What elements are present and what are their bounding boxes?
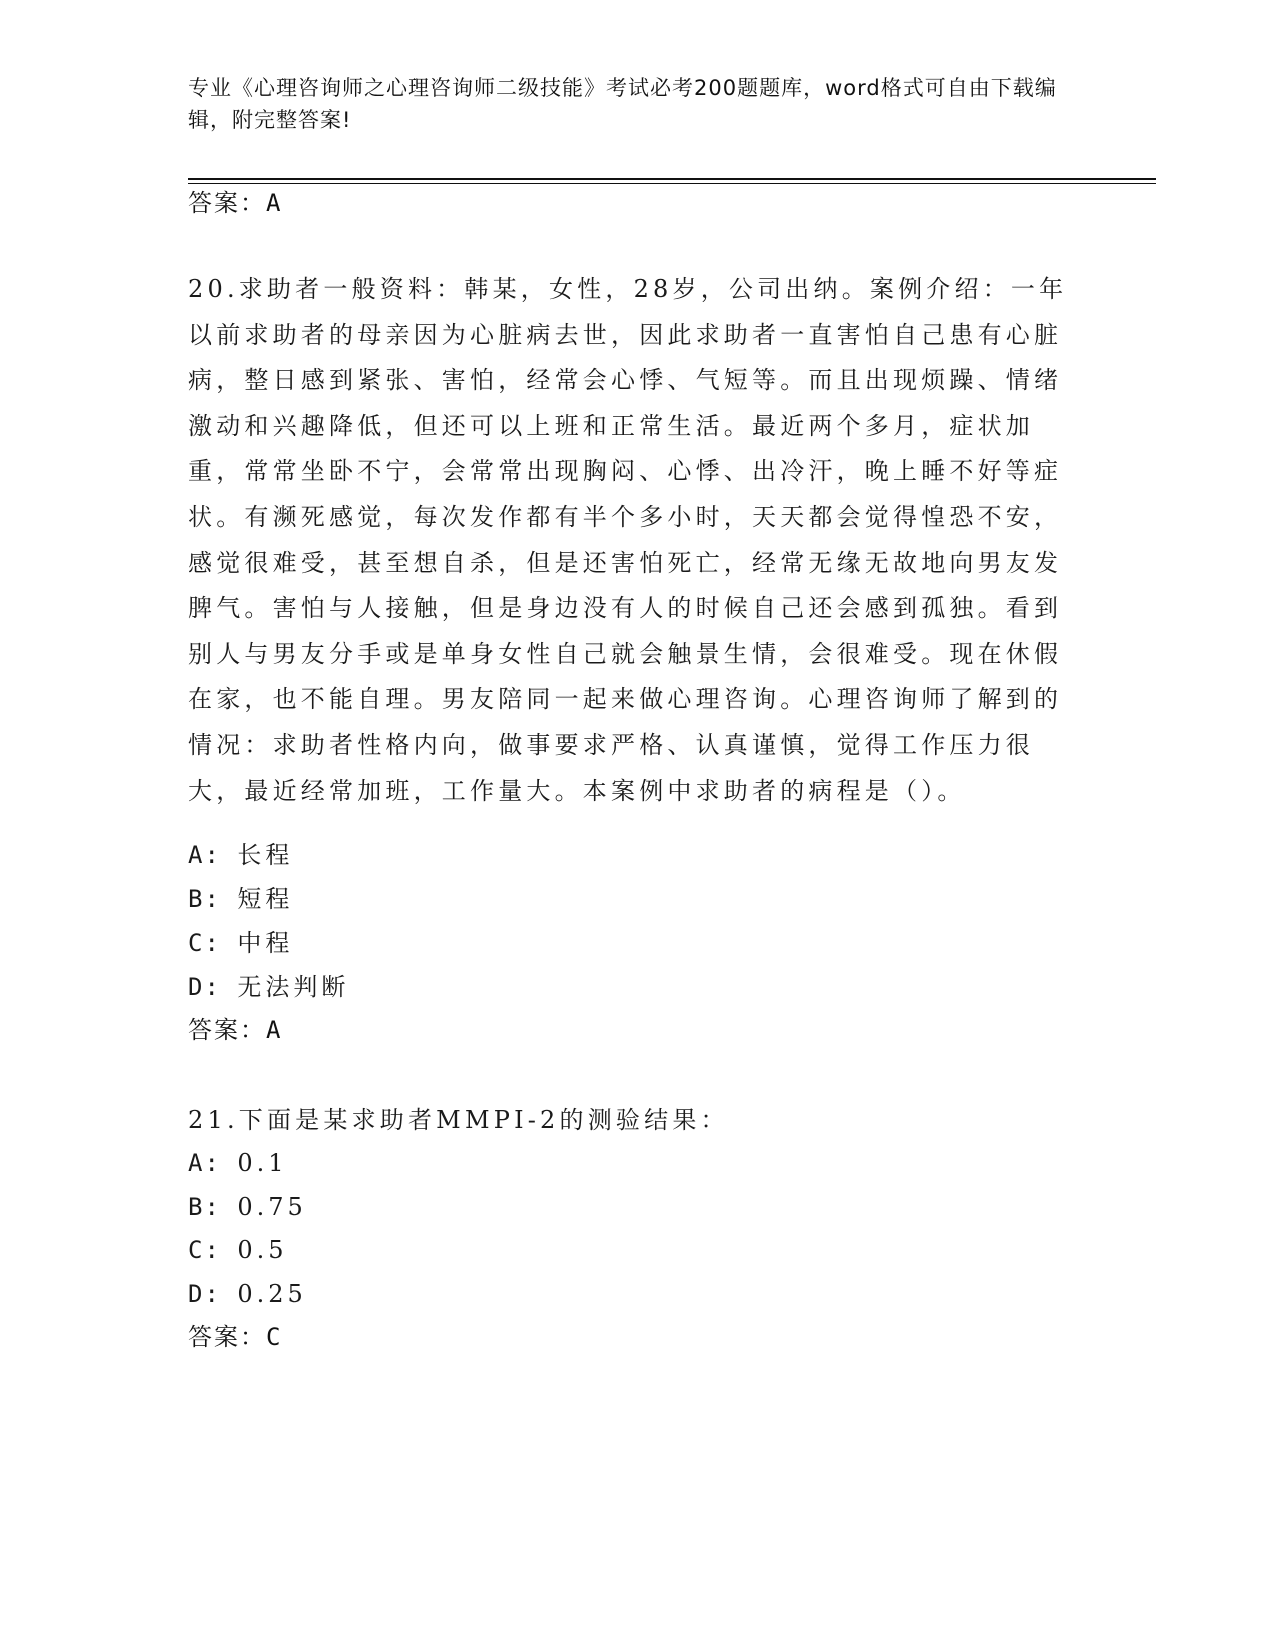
answer-value: A [266,1016,283,1044]
q20-option-a [188,838,293,872]
q20-option-c [188,926,293,960]
option-key: D: [188,973,221,1001]
q20-option-b [188,882,293,916]
q20-option-d [188,970,349,1004]
option-key: D: [188,1280,221,1308]
option-text: 短程 [237,885,294,913]
option-text: 0.75 [237,1193,307,1221]
option-text: 中程 [237,929,294,957]
q21-option-d [188,1277,307,1311]
q21-option-c [188,1233,288,1267]
option-key: C: [188,929,221,957]
answer-label: 答案： [188,1323,266,1351]
option-text: 0.25 [237,1280,307,1308]
answer-q21 [188,1320,282,1354]
q21-option-b [188,1190,307,1224]
option-text: 0.5 [237,1236,288,1264]
option-key: B: [188,1193,221,1221]
header-rule-thin [188,183,1156,184]
document-header: 专业《心理咨询师之心理咨询师二级技能》考试必考200题题库，word格式可自由下载编辑，附完整答案! [188,76,1057,132]
question-20-text: 20.求助者一般资料：韩某，女性，28岁，公司出纳。案例介绍：一年以前求助者的母亲因为心脏病去世，因此求助者一直害怕自己患有心脏病，整日感到紧张、害怕，经常会心悸、气短等。而且出现烦躁、情绪激动和兴趣降低，但还可以上班和正常生活。最近两个多月，症状加重，常常坐卧不宁，会常常出现胸闷、心悸、出冷汗，晚上睡不好等症状。有濒死感觉，每次发作都有半个多小时，天天都会觉得惶恐不安，感觉很难受，甚至想自杀，但是还害怕死亡，经常无缘无故地向男友发脾气。害怕与人接触，但是身边没有人的时候自己还会感到孤独。看到别人与男友分手或是单身女性自己就会触景生情，会很难受。现在休假在家，也不能自理。男友陪同一起来做心理咨询。心理咨询师了解到的情况：求助者性格内向，做事要求严格、认真谨慎，觉得工作压力很大，最近经常加班，工作量大。本案例中求助者的病程是（）。 [188,275,1068,805]
question-21-text: 21.下面是某求助者MMPI-2的测验结果： [188,1106,729,1134]
option-text: 长程 [237,841,294,869]
option-text: 0.1 [237,1149,288,1177]
answer-value: C [266,1323,283,1351]
option-key: A: [188,1149,221,1177]
header-rule-thick [188,178,1156,180]
answer-label: 答案： [188,189,266,217]
answer-value: A [266,189,283,217]
q21-option-a [188,1146,288,1180]
answer-q19 [188,186,282,220]
answer-label: 答案： [188,1016,266,1044]
answer-q20 [188,1013,282,1047]
option-key: A: [188,841,221,869]
option-key: C: [188,1236,221,1264]
option-text: 无法判断 [237,973,350,1001]
option-key: B: [188,885,221,913]
